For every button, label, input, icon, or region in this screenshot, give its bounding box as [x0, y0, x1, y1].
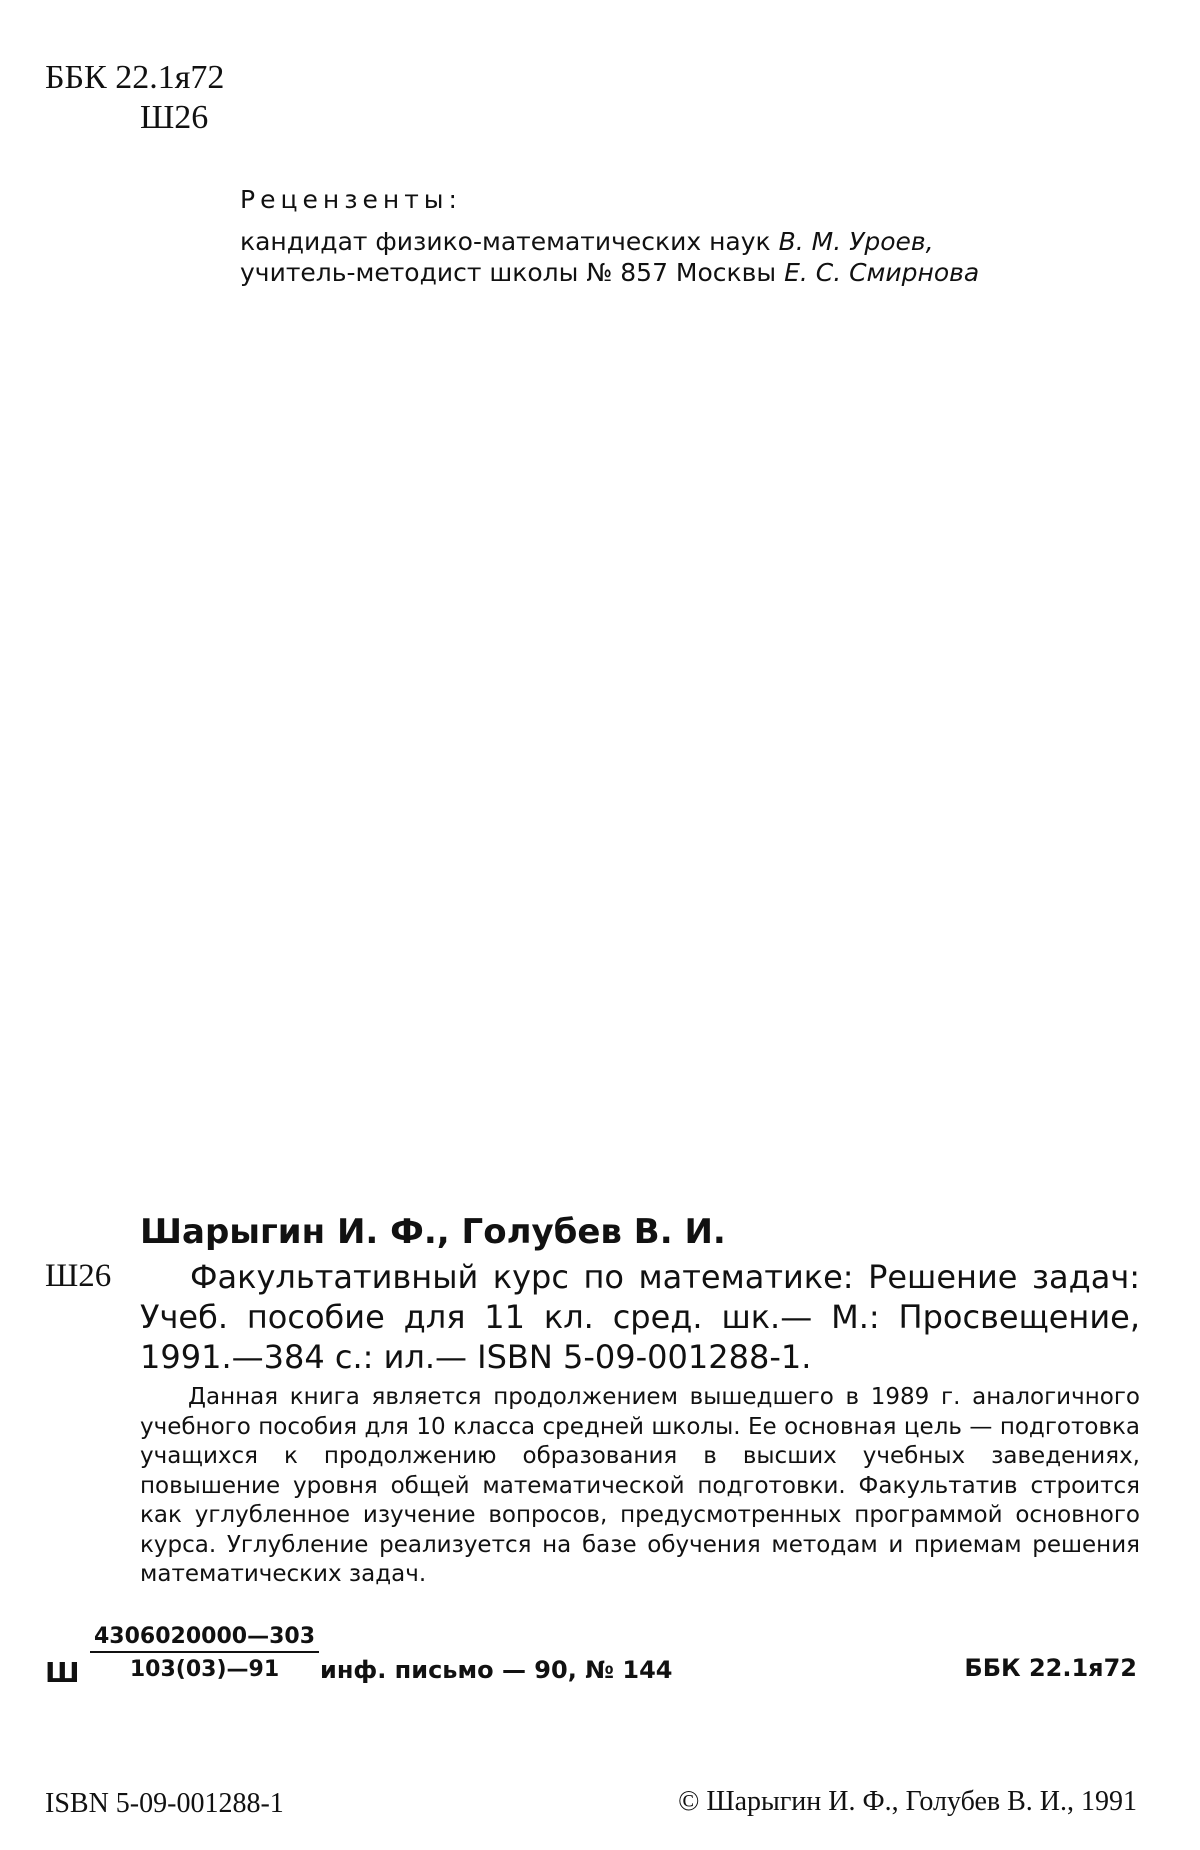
reviewer-line-2 — [240, 258, 979, 287]
card-authors: Шарыгин И. Ф., Голубев В. И. — [140, 1212, 726, 1252]
reviewer-line-1 — [240, 227, 934, 256]
reviewer-2-name: Е. С. Смирнова — [784, 258, 980, 287]
card-author-code: Ш26 — [45, 1258, 112, 1294]
bbk-classification-top: ББК 22.1я72 — [45, 59, 225, 96]
index-fraction — [90, 1624, 319, 1682]
annotation-text: Данная книга является продолжением вышедшего в 1989 г. аналогичного учебного пособия для 10 класса средней школы. Ее основная цель — подготовка учащихся к продолжению образования в высших учебных заведениях, повышение уровня общей математической подготовки. Факультатив строится как углубленное изучение вопросов, предусмотренных программой основного курса. Углубление реализуется на базе обучения методам и приемам решения математических задач. — [140, 1384, 1140, 1587]
index-letter: Ш — [45, 1656, 80, 1689]
isbn-footer: ISBN 5-09-001288-1 — [45, 1788, 284, 1819]
reviewers-heading: Рецензенты: — [240, 185, 462, 214]
author-code-top: Ш26 — [140, 99, 209, 136]
index-numerator: 4306020000—303 — [90, 1624, 319, 1653]
bbk-classification-bottom: ББК 22.1я72 — [964, 1654, 1137, 1682]
reviewer-2-title: учитель-методист школы № 857 Москвы — [240, 258, 777, 287]
reviewer-1-title: кандидат физико-математических наук — [240, 227, 771, 256]
reviewer-1-name: В. М. Уроев, — [778, 227, 934, 256]
copyright-notice: © Шарыгин И. Ф., Голубев В. И., 1991 — [678, 1786, 1137, 1817]
card-title-line-3: 1991.—384 с.: ил.— ISBN 5-09-001288-1. — [140, 1338, 812, 1376]
info-letter: инф. письмо — 90, № 144 — [320, 1656, 673, 1684]
card-title-line-2: Учеб. пособие для 11 кл. сред. шк.— М.: Просвещение, — [140, 1298, 1140, 1336]
card-annotation — [140, 1383, 1140, 1590]
card-title-line-1: Факультативный курс по математике: Решение задач: — [190, 1258, 1140, 1296]
index-denominator: 103(03)—91 — [129, 1657, 280, 1682]
